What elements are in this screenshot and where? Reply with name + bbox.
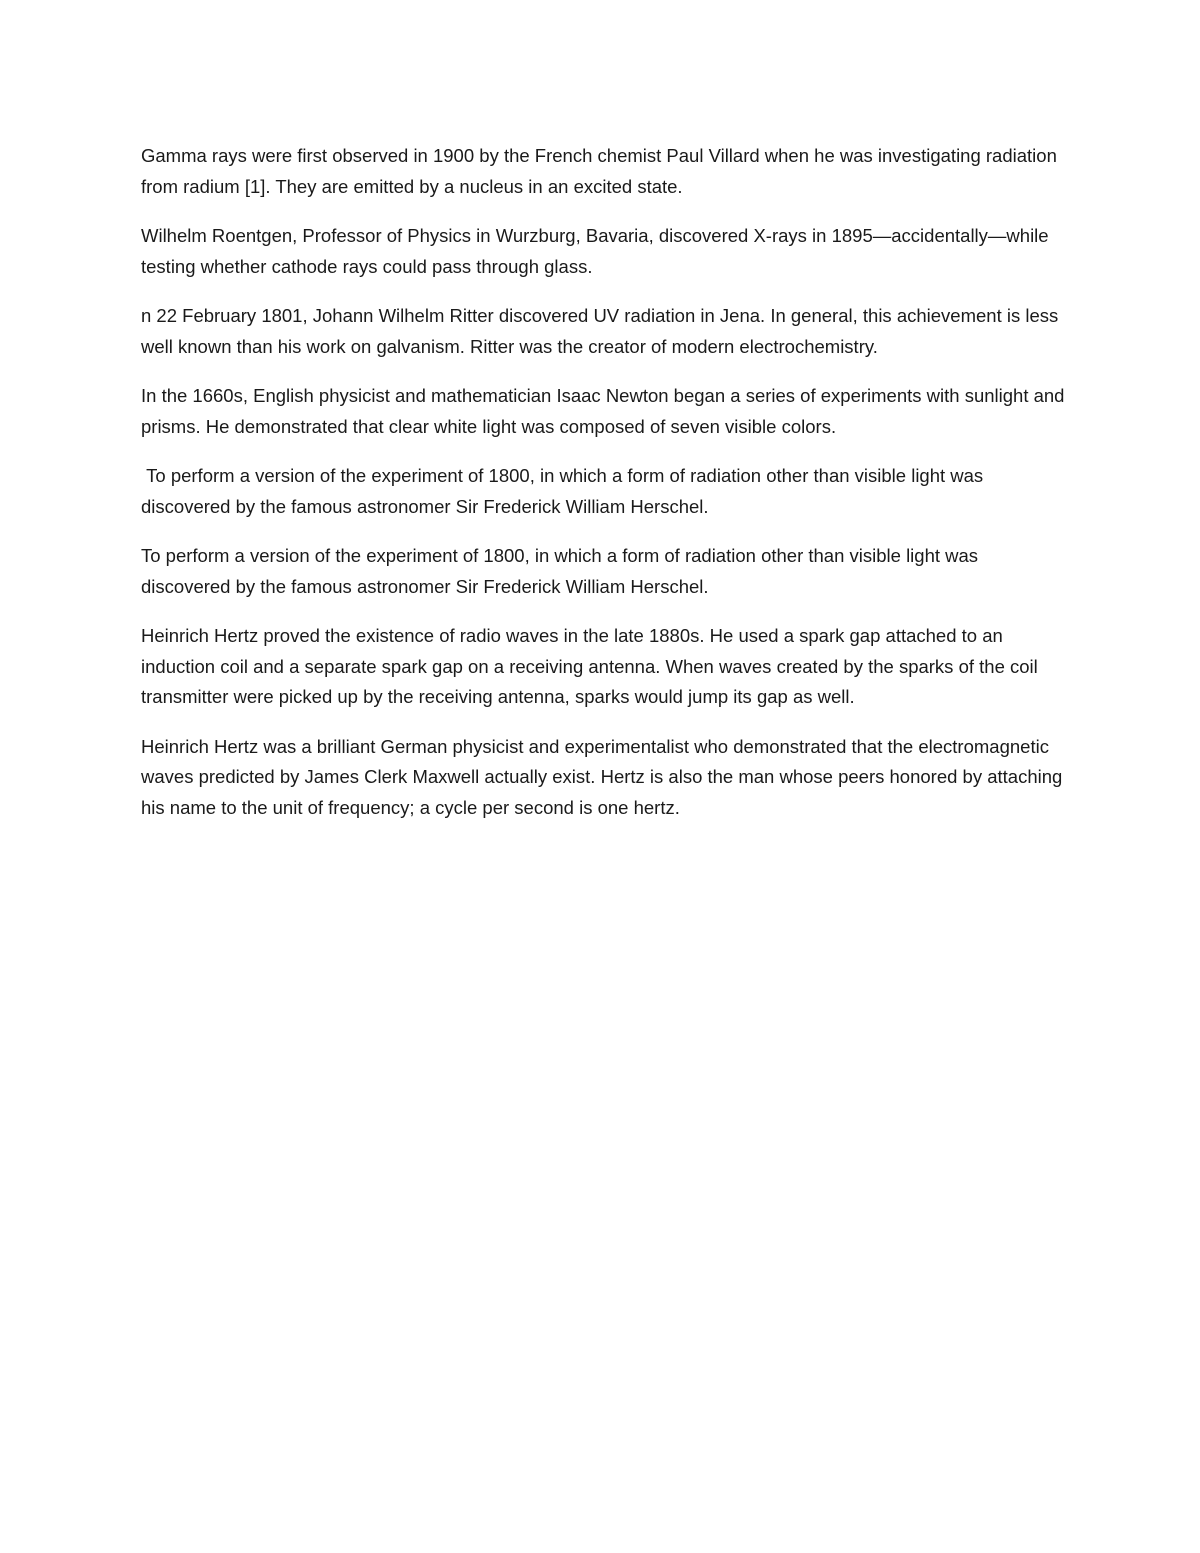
- paragraph-infrared-1: To perform a version of the experiment of 1800, in which a form of radiation other than visible light was discovered by the famous astronomer Sir Frederick William Herschel.: [141, 465, 989, 517]
- paragraph-radio-waves: Heinrich Hertz proved the existence of radio waves in the late 1880s. He used a spark gap attached to an induction coil and a separate spark gap on a receiving antenna. When waves created by the sparks of the coil transmitter were picked up by the receiving antenna, sparks would jump its gap as well.: [141, 625, 1038, 707]
- paragraph-visible-light: In the 1660s, English physicist and mathematician Isaac Newton began a series of experiments with sunlight and prisms. He demonstrated that clear white light was composed of seven visible colors.: [141, 385, 1065, 437]
- document-body: [141, 141, 1071, 842]
- paragraph-uv-radiation: n 22 February 1801, Johann Wilhelm Ritter discovered UV radiation in Jena. In general, this achievement is less well known than his work on galvanism. Ritter was the creator of modern electrochemistry.: [141, 305, 1059, 357]
- paragraph-gamma-rays: Gamma rays were first observed in 1900 by the French chemist Paul Villard when he was investigating radiation from radium [1]. They are emitted by a nucleus in an excited state.: [141, 145, 1057, 197]
- paragraph-infrared-2: To perform a version of the experiment of 1800, in which a form of radiation other than visible light was discovered by the famous astronomer Sir Frederick William Herschel.: [141, 545, 979, 597]
- paragraph-x-rays: Wilhelm Roentgen, Professor of Physics in Wurzburg, Bavaria, discovered X-rays in 1895—accidentally—while testing whether cathode rays could pass through glass.: [141, 225, 1049, 277]
- paragraph-hertz: Heinrich Hertz was a brilliant German physicist and experimentalist who demonstrated that the electromagnetic waves predicted by James Clerk Maxwell actually exist. Hertz is also the man whose peers honored by attaching his name to the unit of frequency; a cycle per second is one hertz.: [141, 735, 1063, 818]
